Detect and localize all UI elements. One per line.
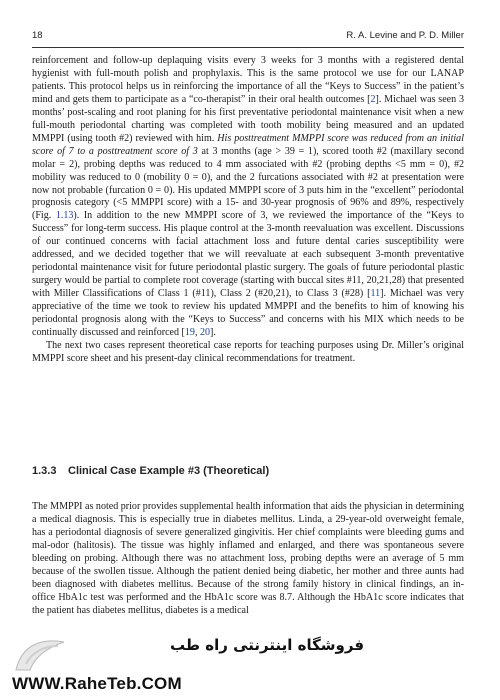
section-number: 1.3.3 — [32, 465, 57, 477]
citation-link[interactable]: 19 — [184, 327, 195, 339]
watermark-url[interactable]: WWW.RaheTeb.COM — [12, 674, 182, 693]
running-head-authors: R. A. Levine and P. D. Miller — [346, 30, 464, 41]
page-number: 18 — [32, 30, 43, 41]
citation-link[interactable]: 20 — [199, 327, 211, 339]
section-text — [32, 491, 464, 628]
logo-icon — [12, 634, 68, 674]
italic-emphasis: His posttreatment MMPPI score was reduced from an initial score of 7 to a posttreatment score of 3 — [32, 132, 464, 157]
citation-link[interactable]: 11 — [370, 288, 381, 300]
section-heading — [32, 465, 269, 477]
paragraph-intro-cases: The next two cases represent theoretical case reports for teaching purposes using Dr. Miller’s original MMPPI score sheet and his present-day clinical recommendations for treatment. — [32, 339, 464, 364]
header-divider — [32, 47, 464, 48]
watermark — [0, 630, 500, 700]
page-header — [32, 30, 464, 46]
main-text — [32, 55, 464, 366]
paragraph-case-followup: reinforcement and follow-up deplaquing visits every 3 weeks for 3 months with a registered dental hygienist with full-mouth polish and prophylaxis. This is the same protocol we use for our LANAP patients. This protocol helps us in reinforcing the importance of all the “Keys to Success” in the patient’s mind and gets them to participate as a “co-therapist” in their oral health outcomes [2]. Michael was seen 3 months’ post-scaling and root planing for his first preventative periodontal maintenance visit when a new full-mouth periodontal charting was completed with tooth mobility being measured and an updated MMPPI (using tooth #2) reviewed with him. His posttreatment MMPPI score was reduced from an initial score of 7 to a posttreatment score of 3 at 3 months (age > 39 = 1), scored tooth #2 (maxillary second molar = 2), probing depths was reduced to 4 mm associated with #2 (probing depths <5 mm = 0), #2 mobility was reduced to 0 (mobility 0 = 0), and the 2 furcations associated with #2 at presentation were now not probable (furcation 0 = 0). His updated MMPPI score of 3 puts him in the “excellent” periodontal prognosis category (<5 MMPPI score) with a 15- and 30-year prognosis of 96% and 89%, respectively (Fig. 1.13). In addition to the new MMPPI score of 3, we reviewed the importance of the “Keys to Success” for long-term success. His plaque control at the 3-month reevaluation was excellent. Discussions of our continued concerns with facial attachment loss and future dental caries susceptibility were addressed, and we decided together that we will reevaluate at each subsequent 3-month preventative periodontal maintenance visit for future periodontal plastic surgery. The goals of future periodontal plastic surgery would be partial to complete root coverage (starting with buccal sites #11, 20,21,28) that presented with Miller Classifications of Class 1 (#11), Class 2 (#20,21), to Class 3 (#28) [11]. Michael was very appreciative of the time we took to review his updated MMPPI and the benefits to him of knowing his periodontal prognosis along with the “Keys to Success” and concerns with his MIX which needs to be continually discussed and reinforced [19, 20]. — [32, 55, 464, 339]
watermark-persian-text: فروشگاه اینترنتی راه طب — [170, 636, 365, 654]
citation-link[interactable]: 2 — [370, 93, 376, 105]
figure-link[interactable]: 1.13 — [55, 210, 74, 222]
paragraph-case-linda: The MMPPI as noted prior provides supplemental health information that aids the physician in determining a medical diagnosis. This is especially true in diabetes mellitus. Linda, a 29-year-old overweight female, has a periodontal diagnosis of severe generalized gingivitis. Her chief complaints were bleeding gums and mal-odor (halitosis). The tissue was highly inflamed and enlarged, and there was spontaneous severe bleeding on probing. Although there was no attachment loss, probing depths were an average of 5 mm because of the swollen tissue. Although the patient denied being diabetic, her mother and three aunts had been diagnosed with diabetes mellitus. Because of the strong family history in clinical findings, an in-office HbA1c test was performed and the HbA1c score was 8.7. Although the HbA1c score indicates that the patient has diabetes mellitus, diabetes is a medical — [32, 501, 464, 616]
section-title: Clinical Case Example #3 (Theoretical) — [68, 465, 270, 477]
